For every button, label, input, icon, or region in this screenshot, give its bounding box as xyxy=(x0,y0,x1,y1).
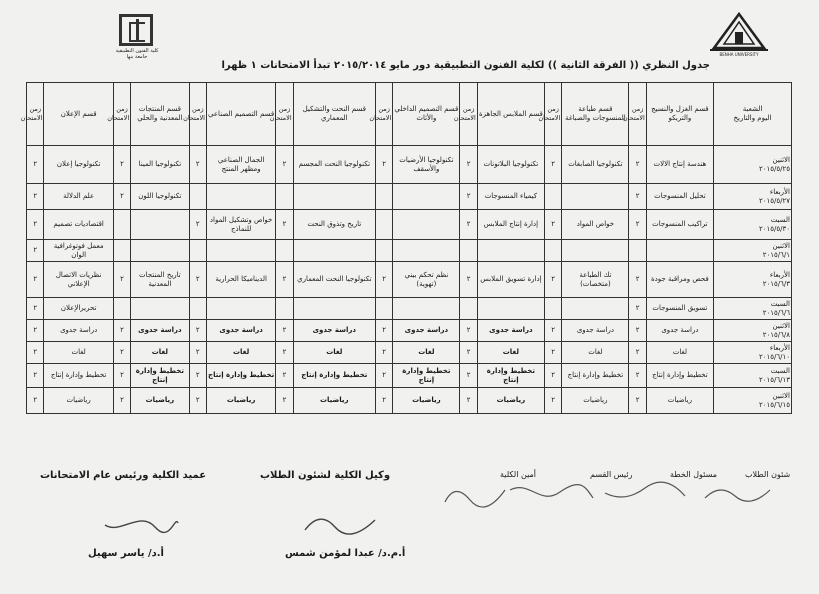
cell-duration: ٢ xyxy=(629,210,646,240)
cell-duration xyxy=(113,240,130,262)
header-exam-duration: زمن الامتحان xyxy=(460,83,477,146)
cell-subject xyxy=(131,240,190,262)
cell-duration: ٢ xyxy=(189,342,206,364)
row-day-date: الاثنين ٢٠١٥/٦/١ xyxy=(713,240,791,262)
cell-duration: ٢ xyxy=(27,240,44,262)
cell-duration xyxy=(375,240,392,262)
table-row xyxy=(27,210,792,240)
cell-subject: فحص ومراقبة جودة xyxy=(646,262,713,298)
cell-subject: تاريخ المنتجات المعدنية xyxy=(131,262,190,298)
cell-subject: رياضيات xyxy=(477,388,544,414)
header-department: قسم طباعة المنسوجات والصباغة xyxy=(562,83,629,146)
cell-duration: ٢ xyxy=(27,342,44,364)
cell-subject: دراسة جدوى xyxy=(646,320,713,342)
cell-duration: ٢ xyxy=(189,388,206,414)
cell-duration: ٢ xyxy=(113,262,130,298)
header-exam-duration: زمن الامتحان xyxy=(375,83,392,146)
cell-duration: ٢ xyxy=(113,342,130,364)
row-day-date: السبت ٢٠١٥/٦/١٣ xyxy=(713,364,791,388)
cell-duration: ٢ xyxy=(189,262,206,298)
cell-duration xyxy=(375,298,392,320)
cell-duration: ٢ xyxy=(276,388,293,414)
cell-duration: ٢ xyxy=(629,298,646,320)
cell-subject: تحريرالإعلان xyxy=(44,298,113,320)
cell-subject: تخطيط وإدارة إنتاج xyxy=(646,364,713,388)
cell-subject: تكنولوجيا اللون xyxy=(131,184,190,210)
cell-duration: ٢ xyxy=(629,146,646,184)
university-logo-caption: BENHA UNIVERSITY xyxy=(719,52,759,57)
college-logo xyxy=(116,14,158,58)
cell-subject: دراسة جدوى xyxy=(293,320,375,342)
cell-subject: دراسة جدوى xyxy=(477,320,544,342)
cell-subject: دراسة جدوى xyxy=(562,320,629,342)
header-department: قسم التصميم الصناعي xyxy=(206,83,275,146)
cell-duration xyxy=(276,298,293,320)
college-secretary-label: أمين الكلية xyxy=(500,470,536,479)
row-day-date: الأربعاء ٢٠١٥/٦/٣ xyxy=(713,262,791,298)
cell-subject: لغات xyxy=(131,342,190,364)
dept-head-label: رئيس القسم xyxy=(590,470,633,479)
cell-duration: ٢ xyxy=(113,364,130,388)
header-exam-duration: زمن الامتحان xyxy=(276,83,293,146)
cell-subject: خواص المواد xyxy=(562,210,629,240)
cell-duration: ٢ xyxy=(629,262,646,298)
signature-scribble-6 xyxy=(100,505,180,540)
cell-subject: رياضيات xyxy=(44,388,113,414)
cell-duration: ٢ xyxy=(460,388,477,414)
cell-duration: ٢ xyxy=(544,388,561,414)
signature-scribble-1 xyxy=(700,478,780,508)
table-row xyxy=(27,342,792,364)
cell-subject: تكنولوجيا الأرضيات والأسقف xyxy=(393,146,460,184)
cell-duration xyxy=(276,240,293,262)
cell-subject: الجمال الصناعي ومظهر المنتج xyxy=(206,146,275,184)
cell-duration: ٢ xyxy=(276,210,293,240)
header-department: قسم الإعلان xyxy=(44,83,113,146)
cell-duration xyxy=(189,184,206,210)
cell-duration: ٢ xyxy=(629,184,646,210)
cell-subject xyxy=(393,184,460,210)
cell-subject xyxy=(206,240,275,262)
row-day-date: الاثنين ٢٠١٥/٦/٨ xyxy=(713,320,791,342)
cell-duration: ٢ xyxy=(113,388,130,414)
cell-subject: تخطيط وإدارة إنتاج xyxy=(44,364,113,388)
cell-duration: ٢ xyxy=(460,364,477,388)
page-title: جدول النظري (( الفرقة الثانية )) لكلية الفنون التطبيقية دور مايو ٢٠١٥/٢٠١٤ تبدأ الامتحانات ١ ظهرا xyxy=(221,60,710,71)
cell-duration xyxy=(113,298,130,320)
cell-subject xyxy=(293,184,375,210)
cell-subject xyxy=(477,240,544,262)
header-department: قسم النحت والتشكيل المعماري xyxy=(293,83,375,146)
table-row xyxy=(27,240,792,262)
row-day-date: الأربعاء ٢٠١٥/٦/١٠ xyxy=(713,342,791,364)
row-day-date: الاثنين ٢٠١٥/٦/١٥ xyxy=(713,388,791,414)
cell-subject: دراسة جدوى xyxy=(206,320,275,342)
cell-subject xyxy=(393,210,460,240)
cell-subject: رياضيات xyxy=(131,388,190,414)
cell-subject: اقتصاديات تصميم xyxy=(44,210,113,240)
cell-duration: ٢ xyxy=(27,388,44,414)
cell-subject: إدارة إنتاج الملابس xyxy=(477,210,544,240)
cell-subject: علم الدلالة xyxy=(44,184,113,210)
cell-duration xyxy=(276,184,293,210)
header-department: قسم الغزل والنسيج والتريكو xyxy=(646,83,713,146)
table-row xyxy=(27,364,792,388)
cell-duration: ٢ xyxy=(276,364,293,388)
cell-duration: ٢ xyxy=(113,320,130,342)
cell-subject xyxy=(131,298,190,320)
cell-duration xyxy=(544,298,561,320)
signature-scribble-3 xyxy=(505,478,595,508)
cell-duration: ٢ xyxy=(27,184,44,210)
cell-subject: تكنولوجيا الصابغات xyxy=(562,146,629,184)
cell-subject xyxy=(646,240,713,262)
cell-duration: ٢ xyxy=(276,262,293,298)
header-exam-duration: زمن الامتحان xyxy=(544,83,561,146)
cell-duration: ٢ xyxy=(27,146,44,184)
cell-duration: ٢ xyxy=(460,262,477,298)
cell-duration xyxy=(460,298,477,320)
cell-subject: رياضيات xyxy=(206,388,275,414)
cell-subject: تك الطباعة (متخصات) xyxy=(562,262,629,298)
header-department: قسم الملابس الجاهزة xyxy=(477,83,544,146)
cell-duration xyxy=(189,298,206,320)
cell-subject: رياضيات xyxy=(646,388,713,414)
signature-scribble-2 xyxy=(600,478,690,508)
cell-duration xyxy=(113,210,130,240)
cell-duration: ٢ xyxy=(375,262,392,298)
cell-subject xyxy=(393,240,460,262)
cell-subject: تراكيب المنسوجات xyxy=(646,210,713,240)
header-exam-duration: زمن الامتحان xyxy=(27,83,44,146)
header-department: قسم المنتجات المعدنية والحلي xyxy=(131,83,190,146)
cell-subject: تخطيط وإدارة إنتاج xyxy=(562,364,629,388)
cell-subject xyxy=(393,298,460,320)
cell-subject: لغات xyxy=(393,342,460,364)
cell-duration: ٢ xyxy=(544,210,561,240)
cell-subject: نظم تحكم بيني (تهوية) xyxy=(393,262,460,298)
cell-duration: ٢ xyxy=(375,342,392,364)
cell-duration: ٢ xyxy=(544,364,561,388)
dean-name: أ.د/ ياسر سهيل xyxy=(88,548,164,559)
cell-subject: تكنولوجيا إعلان xyxy=(44,146,113,184)
cell-subject: لغات xyxy=(206,342,275,364)
cell-subject: الديناميكا الحرارية xyxy=(206,262,275,298)
cell-subject: تسويق المنسوجات xyxy=(646,298,713,320)
university-logo xyxy=(710,12,768,60)
cell-subject xyxy=(562,298,629,320)
cell-subject: لغات xyxy=(646,342,713,364)
cell-subject: لغات xyxy=(44,342,113,364)
cell-duration: ٢ xyxy=(375,364,392,388)
cell-duration: ٢ xyxy=(113,184,130,210)
cell-duration: ٢ xyxy=(460,320,477,342)
cell-subject: لغات xyxy=(562,342,629,364)
cell-duration: ٢ xyxy=(544,146,561,184)
table-row xyxy=(27,388,792,414)
cell-duration: ٢ xyxy=(276,320,293,342)
cell-duration: ٢ xyxy=(27,298,44,320)
cell-duration: ٢ xyxy=(460,184,477,210)
row-day-date: الأربعاء ٢٠١٥/٥/٢٧ xyxy=(713,184,791,210)
exam-schedule-table xyxy=(20,82,792,414)
cell-duration: ٢ xyxy=(629,320,646,342)
cell-duration xyxy=(375,210,392,240)
signature-scribble-4 xyxy=(440,480,510,510)
university-emblem-icon xyxy=(710,12,768,52)
cell-subject: رياضيات xyxy=(562,388,629,414)
table-row xyxy=(27,184,792,210)
cell-subject xyxy=(206,184,275,210)
cell-duration: ٢ xyxy=(544,342,561,364)
header-exam-duration: زمن الامتحان xyxy=(189,83,206,146)
cell-duration: ٢ xyxy=(460,146,477,184)
cell-subject: تكنولوجيا المينا xyxy=(131,146,190,184)
cell-duration: ٢ xyxy=(189,210,206,240)
plan-officer-label: مسئول الخطة xyxy=(670,470,717,479)
header-department: قسم التصميم الداخلي والأثاث xyxy=(393,83,460,146)
cell-subject: تخطيط وإدارة إنتاج xyxy=(393,364,460,388)
row-day-date: الاثنين ٢٠١٥/٥/٢٥ xyxy=(713,146,791,184)
header-exam-duration: زمن الامتحان xyxy=(113,83,130,146)
cell-duration: ٢ xyxy=(189,364,206,388)
cell-duration: ٢ xyxy=(375,388,392,414)
table-header-row xyxy=(27,83,792,146)
college-logo-caption: كلية الفنون التطبيقية جامعة بنها xyxy=(115,48,159,60)
cell-subject: لغات xyxy=(477,342,544,364)
table-row xyxy=(27,320,792,342)
cell-duration xyxy=(544,240,561,262)
cell-subject: كيمياء المنسوجات xyxy=(477,184,544,210)
cell-subject: تخطيط وإدارة إنتاج xyxy=(293,364,375,388)
table-row xyxy=(27,298,792,320)
cell-subject xyxy=(477,298,544,320)
cell-duration xyxy=(460,240,477,262)
cell-subject: تكنولوجيا النحت المعماري xyxy=(293,262,375,298)
cell-subject xyxy=(131,210,190,240)
table-body xyxy=(27,146,792,414)
cell-subject: دراسة جدوى xyxy=(44,320,113,342)
cell-duration: ٢ xyxy=(27,262,44,298)
cell-duration: ٢ xyxy=(276,146,293,184)
cell-subject xyxy=(562,240,629,262)
cell-duration: ٢ xyxy=(629,342,646,364)
cell-duration: ٢ xyxy=(629,364,646,388)
row-day-date: السبت ٢٠١٥/٦/٦ xyxy=(713,298,791,320)
cell-subject: تحليل المنسوجات xyxy=(646,184,713,210)
cell-duration: ٢ xyxy=(189,320,206,342)
cell-duration: ٢ xyxy=(375,320,392,342)
cell-duration xyxy=(189,240,206,262)
cell-subject: تخطيط وإدارة إنتاج xyxy=(131,364,190,388)
vice-dean-label: وكيل الكلية لشئون الطلاب xyxy=(260,470,391,481)
cell-subject: نظريات الاتصال الإعلاني xyxy=(44,262,113,298)
cell-duration: ٢ xyxy=(544,262,561,298)
cell-duration xyxy=(375,184,392,210)
cell-subject: معمل فوتوغرافية الوان xyxy=(44,240,113,262)
cell-duration: ٢ xyxy=(27,364,44,388)
cell-subject: تخطيط وإدارة إنتاج xyxy=(477,364,544,388)
cell-subject: تخطيط وإدارة إنتاج xyxy=(206,364,275,388)
cell-subject: تكنولوجيا النحت المجسم xyxy=(293,146,375,184)
cell-duration: ٢ xyxy=(113,146,130,184)
student-affairs-label: شئون الطلاب xyxy=(745,470,791,479)
cell-duration: ٢ xyxy=(276,342,293,364)
dean-label: عميد الكلية ورئيس عام الامتحانات xyxy=(40,470,207,481)
cell-duration: ٢ xyxy=(460,342,477,364)
cell-subject: إدارة تسويق الملابس xyxy=(477,262,544,298)
cell-duration: ٢ xyxy=(629,388,646,414)
cell-subject xyxy=(206,298,275,320)
cell-subject: تكنولوجيا البلاتونات xyxy=(477,146,544,184)
cell-subject: لغات xyxy=(293,342,375,364)
cell-subject: هندسة إنتاج الالات xyxy=(646,146,713,184)
college-logo-mark xyxy=(119,14,153,46)
cell-subject xyxy=(293,298,375,320)
cell-subject: دراسة جدوى xyxy=(393,320,460,342)
header-day-date: الشعبة اليوم والتاريخ xyxy=(713,83,791,146)
cell-subject: خواص وتشكيل المواد للنماذج xyxy=(206,210,275,240)
cell-subject: دراسة جدوى xyxy=(131,320,190,342)
cell-duration: ٢ xyxy=(544,320,561,342)
cell-subject xyxy=(562,184,629,210)
cell-duration: ٢ xyxy=(460,210,477,240)
header-exam-duration: زمن الامتحان xyxy=(629,83,646,146)
cell-duration xyxy=(544,184,561,210)
cell-duration: ٢ xyxy=(27,320,44,342)
cell-subject xyxy=(293,240,375,262)
cell-duration: ٢ xyxy=(189,146,206,184)
table-row xyxy=(27,146,792,184)
cell-duration: ٢ xyxy=(375,146,392,184)
signature-scribble-5 xyxy=(300,505,380,540)
cell-subject: تاريخ وتذوق النحت xyxy=(293,210,375,240)
cell-duration: ٢ xyxy=(27,210,44,240)
cell-duration xyxy=(629,240,646,262)
cell-subject: رياضيات xyxy=(293,388,375,414)
vice-dean-name: أ.م.د/ عبدا لمؤمن شمس xyxy=(285,548,406,559)
row-day-date: السبت ٢٠١٥/٥/٣٠ xyxy=(713,210,791,240)
table-row xyxy=(27,262,792,298)
cell-subject: رياضيات xyxy=(393,388,460,414)
